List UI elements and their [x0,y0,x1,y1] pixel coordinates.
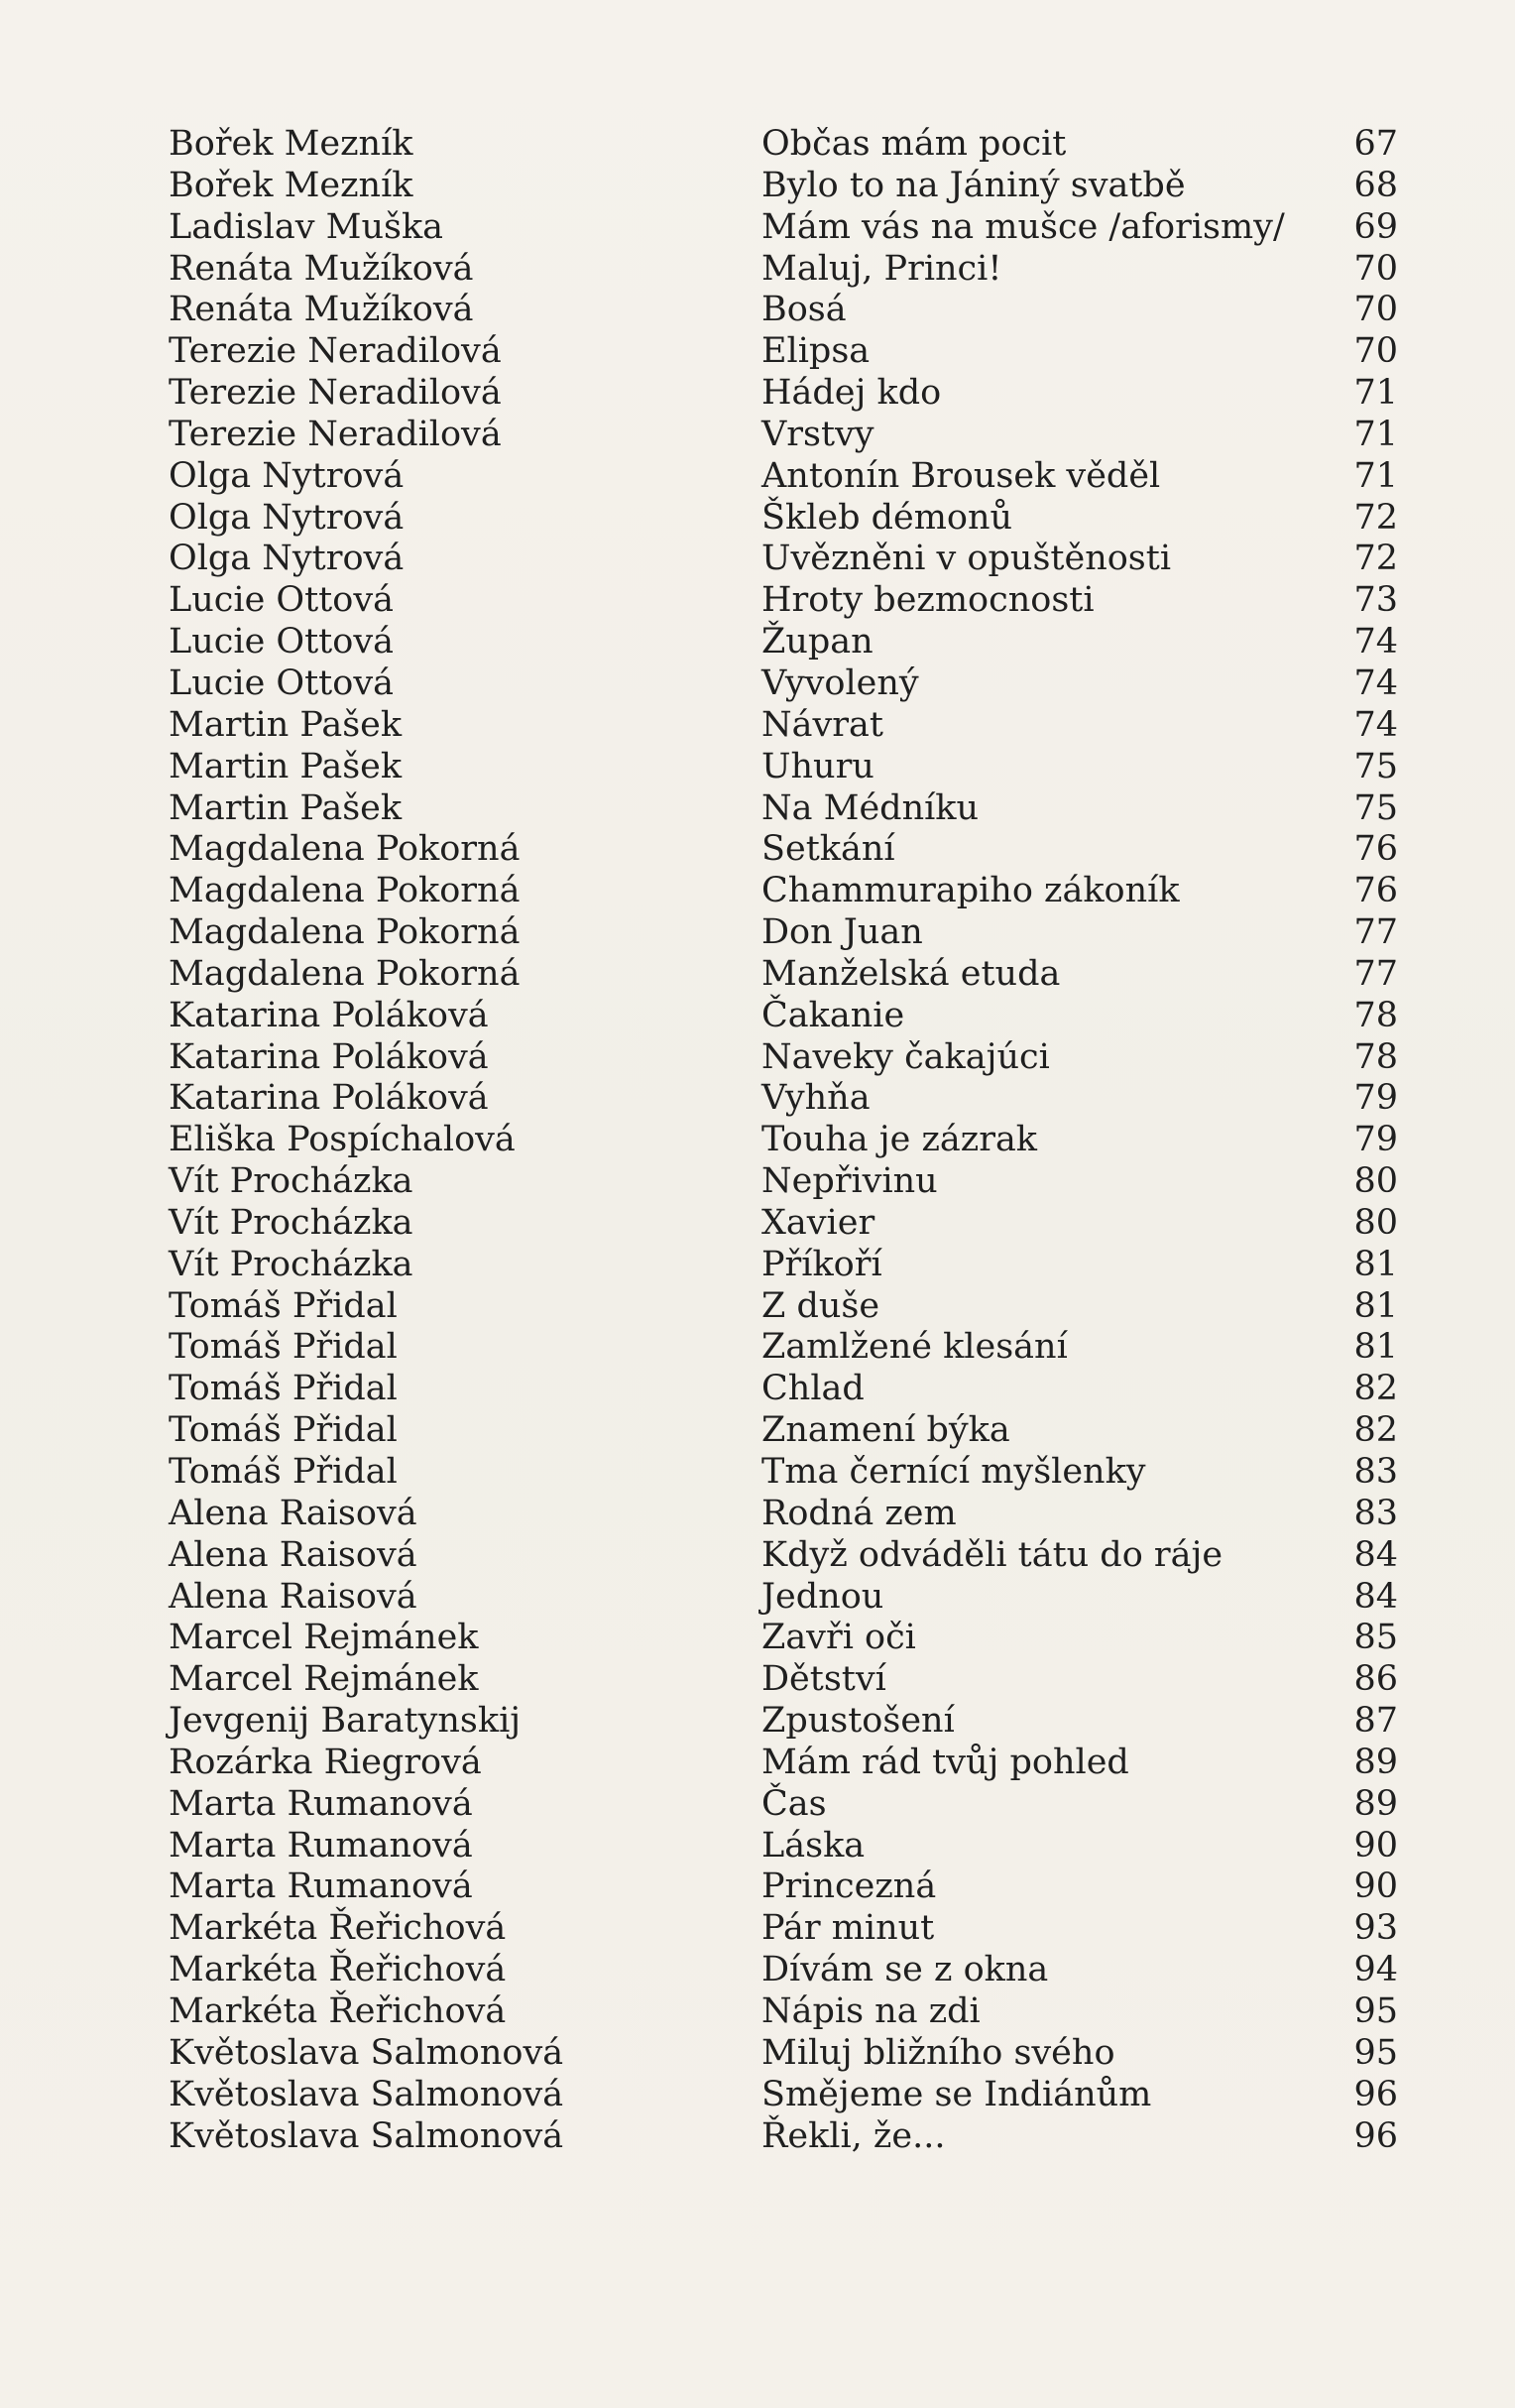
toc-entry [169,1451,1398,1493]
entry-page-number: 70 [1353,248,1398,289]
entry-author: Jevgenij Baratynskij [169,1701,522,1742]
entry-title: Na Médníku [761,787,980,828]
entry-title: Nápis na zdi [761,1990,981,2031]
entry-author: Terezie Neradilová [169,373,502,414]
entry-author: Renáta Mužíková [169,248,474,289]
entry-title: Zamlžené klesání [761,1327,1068,1368]
entry-author: Katarina Poláková [169,1078,489,1119]
toc-entry [169,1202,1398,1244]
entry-page-number: 96 [1353,2115,1398,2156]
entry-page-number: 72 [1353,497,1398,538]
entry-title: Princezná [761,1866,937,1907]
toc-entry [169,1700,1398,1742]
entry-title: Bosá [761,290,847,330]
toc-entry [169,870,1398,911]
entry-title: Maluj, Princi! [761,248,1002,289]
toc-entry [169,1285,1398,1327]
table-of-contents [169,123,1398,2156]
entry-page-number: 77 [1353,953,1398,994]
entry-page-number: 82 [1353,1369,1398,1409]
entry-title: Vrstvy [761,414,874,454]
entry-title: Bylo to na Jániný svatbě [761,165,1186,205]
toc-entry [169,330,1398,372]
entry-author: Tomáš Přidal [169,1285,398,1326]
entry-title: Láska [761,1825,866,1866]
toc-entry [169,1866,1398,1907]
toc-entry [169,165,1398,206]
entry-page-number: 90 [1353,1825,1398,1866]
entry-page-number: 74 [1353,662,1398,703]
toc-entry [169,538,1398,579]
entry-title: Řekli, že... [761,2115,946,2156]
entry-author: Katarina Poláková [169,1036,489,1077]
entry-title: Škleb démonů [761,497,1013,538]
entry-title: Pár minut [761,1908,935,1949]
entry-title: Občas mám pocit [761,124,1067,164]
entry-title: Čas [761,1783,827,1824]
toc-entry [169,248,1398,290]
toc-entry [169,1534,1398,1576]
entry-title: Mám rád tvůj pohled [761,1742,1129,1782]
toc-entry [169,579,1398,621]
toc-entry [169,1783,1398,1825]
entry-author: Marcel Rejmánek [169,1659,479,1700]
entry-page-number: 84 [1353,1576,1398,1617]
entry-title: Zpustošení [761,1701,955,1742]
toc-entry [169,1244,1398,1285]
entry-title: Z duše [761,1285,880,1326]
entry-author: Vít Procházka [169,1244,413,1284]
entry-page-number: 76 [1353,829,1398,870]
entry-author: Květoslava Salmonová [169,2032,564,2073]
toc-entry [169,1036,1398,1078]
entry-page-number: 75 [1353,746,1398,786]
entry-page-number: 76 [1353,871,1398,911]
toc-entry [169,289,1398,330]
toc-entry [169,1907,1398,1949]
toc-entry [169,455,1398,497]
toc-entry [169,621,1398,662]
entry-page-number: 93 [1353,1908,1398,1949]
entry-author: Tomáš Přidal [169,1410,398,1451]
entry-title: Jednou [761,1576,884,1617]
entry-page-number: 78 [1353,1036,1398,1077]
entry-author: Katarina Poláková [169,995,489,1035]
entry-page-number: 90 [1353,1866,1398,1907]
entry-author: Lucie Ottová [169,662,394,703]
toc-entry [169,953,1398,995]
entry-title: Uvězněni v opuštěnosti [761,539,1172,579]
entry-author: Tomáš Přidal [169,1327,398,1368]
entry-author: Lucie Ottová [169,580,394,621]
toc-entry [169,2115,1398,2157]
entry-author: Vít Procházka [169,1202,413,1243]
entry-page-number: 71 [1353,414,1398,454]
toc-entry [169,1160,1398,1202]
entry-page-number: 83 [1353,1452,1398,1492]
entry-title: Mám vás na mušce /aforismy/ [761,206,1285,247]
entry-page-number: 85 [1353,1618,1398,1658]
entry-page-number: 77 [1353,912,1398,953]
entry-title: Rodná zem [761,1493,957,1533]
toc-entry [169,828,1398,870]
entry-page-number: 83 [1353,1493,1398,1533]
entry-author: Martin Pašek [169,787,403,828]
entry-page-number: 94 [1353,1950,1398,1990]
entry-page-number: 80 [1353,1202,1398,1243]
toc-entry [169,662,1398,704]
entry-title: Hroty bezmocnosti [761,580,1095,621]
entry-page-number: 70 [1353,331,1398,372]
entry-page-number: 70 [1353,290,1398,330]
entry-title: Znamení býka [761,1410,1010,1451]
entry-page-number: 75 [1353,787,1398,828]
toc-entry [169,911,1398,953]
entry-author: Tomáš Přidal [169,1452,398,1492]
entry-author: Rozárka Riegrová [169,1742,482,1782]
entry-page-number: 79 [1353,1120,1398,1160]
entry-page-number: 72 [1353,539,1398,579]
entry-title: Naveky čakajúci [761,1036,1050,1077]
entry-author: Ladislav Muška [169,206,444,247]
toc-entry [169,1326,1398,1368]
entry-title: Touha je zázrak [761,1120,1038,1160]
entry-title: Vyvolený [761,662,919,703]
entry-title: Župan [761,622,874,662]
entry-page-number: 89 [1353,1783,1398,1824]
entry-author: Magdalena Pokorná [169,912,521,953]
entry-title: Chammurapiho zákoník [761,871,1180,911]
toc-entry [169,497,1398,539]
entry-title: Antonín Brousek věděl [761,455,1161,496]
entry-page-number: 78 [1353,995,1398,1035]
entry-page-number: 86 [1353,1659,1398,1700]
entry-title: Hádej kdo [761,373,942,414]
toc-entry [169,1617,1398,1658]
entry-title: Dívám se z okna [761,1950,1049,1990]
toc-entry [169,1368,1398,1409]
entry-page-number: 81 [1353,1244,1398,1284]
entry-author: Vít Procházka [169,1161,413,1202]
entry-author: Markéta Řeřichová [169,1950,507,1990]
toc-entry [169,123,1398,165]
entry-author: Magdalena Pokorná [169,953,521,994]
toc-entry [169,1493,1398,1534]
entry-page-number: 96 [1353,2074,1398,2114]
toc-entry [169,746,1398,787]
entry-author: Květoslava Salmonová [169,2074,564,2114]
toc-entry [169,1825,1398,1866]
entry-title: Nepřivinu [761,1161,938,1202]
entry-page-number: 82 [1353,1410,1398,1451]
entry-author: Renáta Mužíková [169,290,474,330]
entry-author: Tomáš Přidal [169,1369,398,1409]
entry-page-number: 71 [1353,455,1398,496]
entry-title: Příkoří [761,1244,882,1284]
entry-author: Markéta Řeřichová [169,1908,507,1949]
entry-page-number: 67 [1353,124,1398,164]
toc-entry [169,2032,1398,2074]
entry-page-number: 74 [1353,704,1398,745]
entry-title: Dětství [761,1659,886,1700]
entry-author: Lucie Ottová [169,622,394,662]
entry-title: Tma černící myšlenky [761,1452,1146,1492]
entry-page-number: 80 [1353,1161,1398,1202]
entry-page-number: 81 [1353,1327,1398,1368]
entry-author: Magdalena Pokorná [169,871,521,911]
toc-entry [169,1077,1398,1119]
entry-page-number: 71 [1353,373,1398,414]
entry-author: Alena Raisová [169,1576,417,1617]
toc-entry [169,1576,1398,1618]
toc-entry [169,704,1398,746]
toc-entry [169,995,1398,1036]
entry-author: Marta Rumanová [169,1825,473,1866]
entry-author: Terezie Neradilová [169,331,502,372]
toc-entry [169,206,1398,248]
entry-author: Olga Nytrová [169,497,405,538]
entry-title: Manželská etuda [761,953,1061,994]
entry-page-number: 89 [1353,1742,1398,1782]
entry-author: Markéta Řeřichová [169,1990,507,2031]
entry-page-number: 73 [1353,580,1398,621]
toc-entry [169,1409,1398,1451]
entry-title: Elipsa [761,331,871,372]
entry-title: Xavier [761,1202,875,1243]
entry-page-number: 95 [1353,2032,1398,2073]
entry-author: Martin Pašek [169,704,403,745]
entry-author: Terezie Neradilová [169,414,502,454]
entry-author: Magdalena Pokorná [169,829,521,870]
toc-entry [169,414,1398,455]
entry-title: Když odváděli tátu do ráje [761,1534,1224,1575]
entry-title: Uhuru [761,746,874,786]
entry-author: Marcel Rejmánek [169,1618,479,1658]
entry-title: Zavři oči [761,1618,916,1658]
toc-entry [169,787,1398,829]
entry-title: Smějeme se Indiánům [761,2074,1152,2114]
toc-entry [169,372,1398,414]
entry-author: Martin Pašek [169,746,403,786]
entry-author: Bořek Mezník [169,124,413,164]
entry-title: Setkání [761,829,895,870]
toc-entry [169,1742,1398,1783]
toc-entry [169,1949,1398,1990]
entry-page-number: 74 [1353,622,1398,662]
entry-page-number: 68 [1353,165,1398,205]
entry-author: Eliška Pospíchalová [169,1120,516,1160]
entry-title: Vyhňa [761,1078,871,1119]
entry-author: Květoslava Salmonová [169,2115,564,2156]
toc-entry [169,1119,1398,1160]
entry-author: Alena Raisová [169,1493,417,1533]
toc-entry [169,1990,1398,2032]
entry-author: Marta Rumanová [169,1783,473,1824]
entry-page-number: 79 [1353,1078,1398,1119]
entry-author: Alena Raisová [169,1534,417,1575]
entry-page-number: 84 [1353,1534,1398,1575]
entry-author: Olga Nytrová [169,539,405,579]
entry-page-number: 95 [1353,1990,1398,2031]
entry-author: Olga Nytrová [169,455,405,496]
entry-title: Návrat [761,704,883,745]
toc-entry [169,1658,1398,1700]
entry-title: Miluj bližního svého [761,2032,1115,2073]
entry-page-number: 69 [1353,206,1398,247]
toc-entry [169,2074,1398,2115]
entry-page-number: 81 [1353,1285,1398,1326]
entry-page-number: 87 [1353,1701,1398,1742]
entry-title: Chlad [761,1369,865,1409]
entry-title: Don Juan [761,912,923,953]
entry-author: Marta Rumanová [169,1866,473,1907]
entry-author: Bořek Mezník [169,165,413,205]
entry-title: Čakanie [761,995,905,1035]
